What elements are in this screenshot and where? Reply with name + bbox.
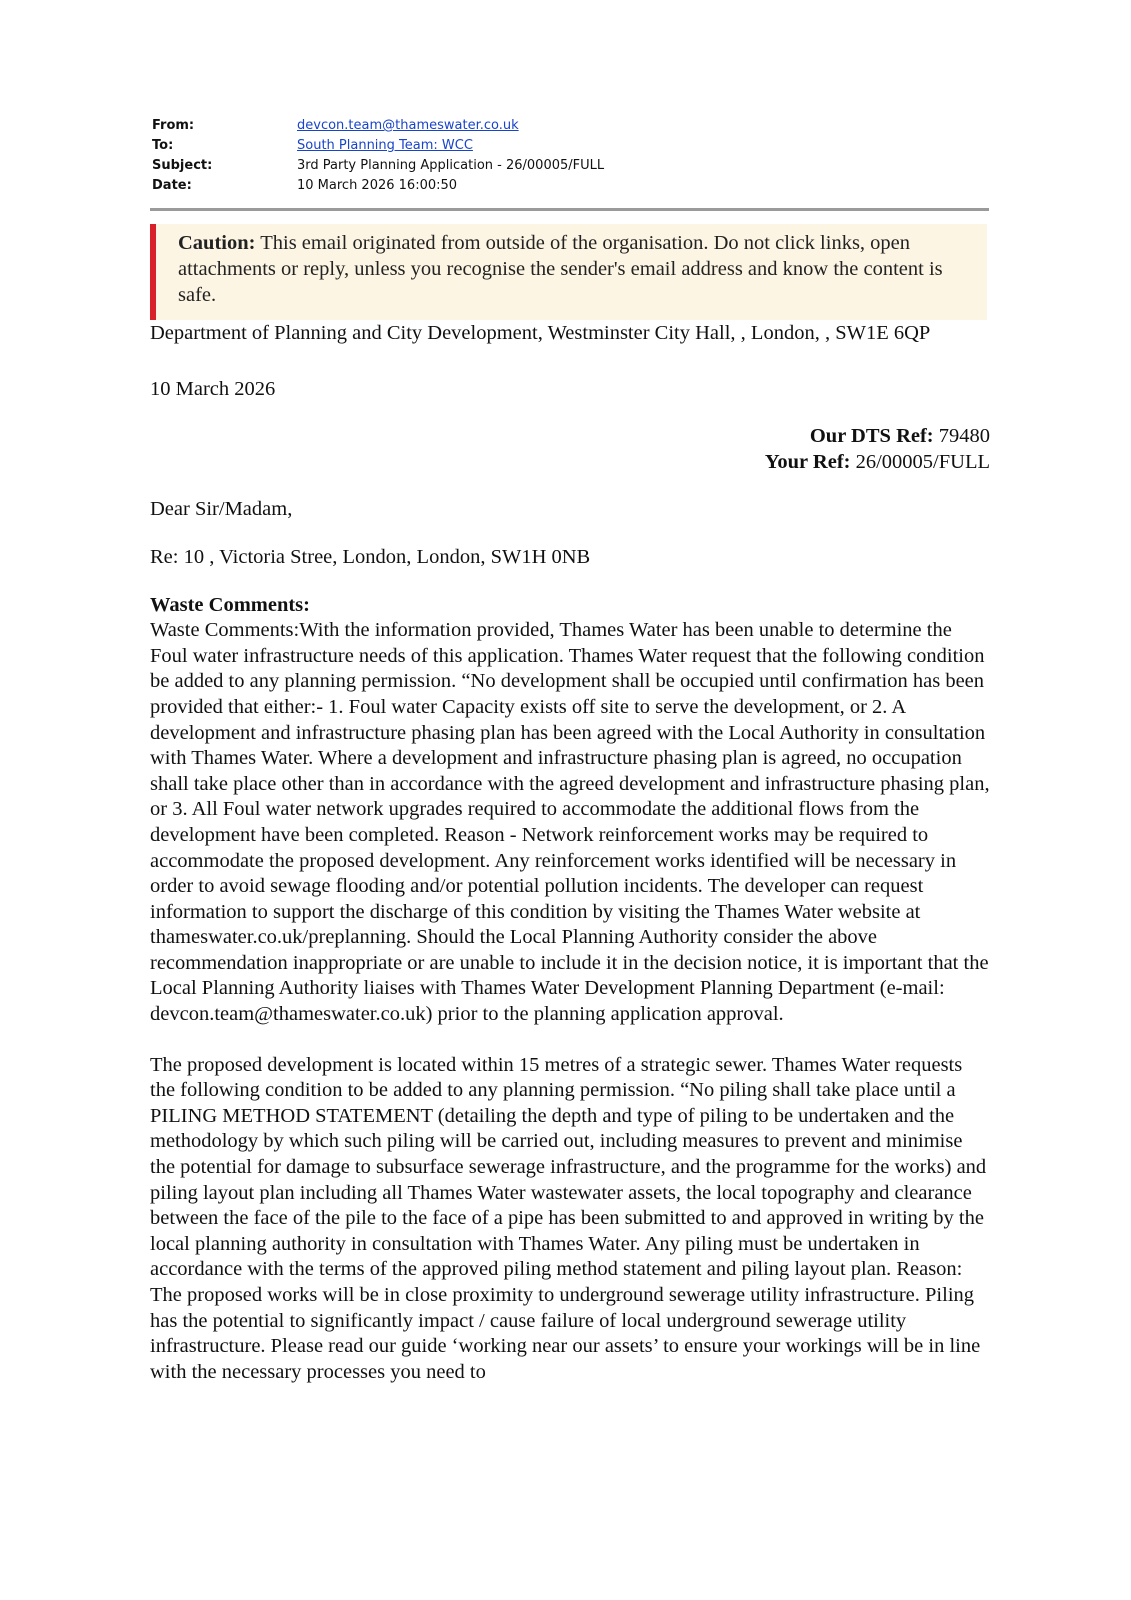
dts-ref-value: 79480 [933,425,990,448]
email-header [152,116,992,196]
subject-row [152,156,992,176]
subject-label: Subject: [152,158,213,173]
header-divider [150,208,989,211]
waste-comments-heading: Waste Comments: [150,593,310,616]
from-email-link[interactable]: devcon.team@thameswater.co.uk [297,118,519,133]
caution-banner [150,224,987,320]
to-row [152,136,992,156]
to-recipient-link[interactable]: South Planning Team: WCC [297,138,473,153]
spacer [150,523,990,545]
spacer [150,571,990,593]
strategic-sewer-paragraph: The proposed development is located within 15 metres of a strategic sewer. Thames Water requests the following condition to be added to any planning permission. “No piling shall take place until a PILING METHOD STATEMENT (detailing the depth and type of piling to be undertaken and the methodology by which such piling will be carried out, including measures to prevent and minimise the potential for damage to subsurface sewerage infrastructure, and the programme for the works) and piling layout plan including all Thames Water wastewater assets, the local topography and clearance between the face of the pile to the face of a pipe has been submitted to and approved in writing by the local planning authority in consultation with Thames Water. Any piling must be undertaken in accordance with the terms of the approved piling method statement and piling layout plan. Reason: The proposed works will be in close proximity to underground sewerage utility infrastructure. Piling has the potential to significantly impact / cause failure of local underground sewerage utility infrastructure. Please read our guide ‘working near our assets’ to ensure your workings will be in line with the necessary processes you need to [150,1053,987,1383]
caution-label: Caution: [178,232,256,254]
subject-value: 3rd Party Planning Application - 26/00005/FULL [297,158,605,173]
letter-body [150,321,990,1385]
recipient-address: Department of Planning and City Development, Westminster City Hall, , London, , SW1E 6QP [150,322,931,344]
re-line: Re: 10 , Victoria Stree, London, London, SW1H 0NB [150,545,591,568]
dts-ref-label: Our DTS Ref: [809,425,934,448]
date-value: 10 March 2026 16:00:50 [297,178,458,193]
spacer [150,347,990,377]
to-label: To: [152,138,174,153]
waste-comments-paragraph: Waste Comments:With the information provided, Thames Water has been unable to determine the Foul water infrastructure needs of this application. Thames Water request that the following condition be added to any planning permission. “No development shall be occupied until confirmation has been provided that either:- 1. Foul water Capacity exists off site to serve the development, or 2. A development and infrastructure phasing plan has been agreed with the Local Authority in consultation with Thames Water. Where a development and infrastructure phasing plan is agreed, no occupation shall take place other than in accordance with the agreed development and infrastructure phasing plan, or 3. All Foul water network upgrades required to accommodate the additional flows from the development have been completed. Reason - Network reinforcement works may be required to accommodate the proposed development. Any reinforcement works identified will be necessary in order to avoid sewage flooding and/or potential pollution incidents. The developer can request information to support the discharge of this condition by visiting the Thames Water website at thameswater.co.uk/preplanning. Should the Local Planning Authority consider the above recommendation inappropriate or are unable to include it in the decision notice, it is important that the Local Planning Authority liaises with Thames Water Development Planning Department (e-mail: devcon.team@thameswater.co.uk) prior to the planning application approval. [150,619,990,1026]
your-ref-value: 26/00005/FULL [850,450,990,473]
your-ref-line [150,450,990,476]
date-label: Date: [152,178,192,193]
spacer [150,475,990,497]
from-row [152,116,992,136]
spacer [150,1028,990,1053]
from-label: From: [152,118,195,133]
dts-ref-line [150,424,990,450]
salutation: Dear Sir/Madam, [150,498,293,521]
reference-block [150,424,990,475]
letter-date: 10 March 2026 [150,377,276,400]
your-ref-label: Your Ref: [764,450,851,473]
caution-text: This email originated from outside of the organisation. Do not click links, open attachments or reply, unless you recognise the sender's email address and know the content is safe. [178,232,943,306]
date-row [152,176,992,196]
